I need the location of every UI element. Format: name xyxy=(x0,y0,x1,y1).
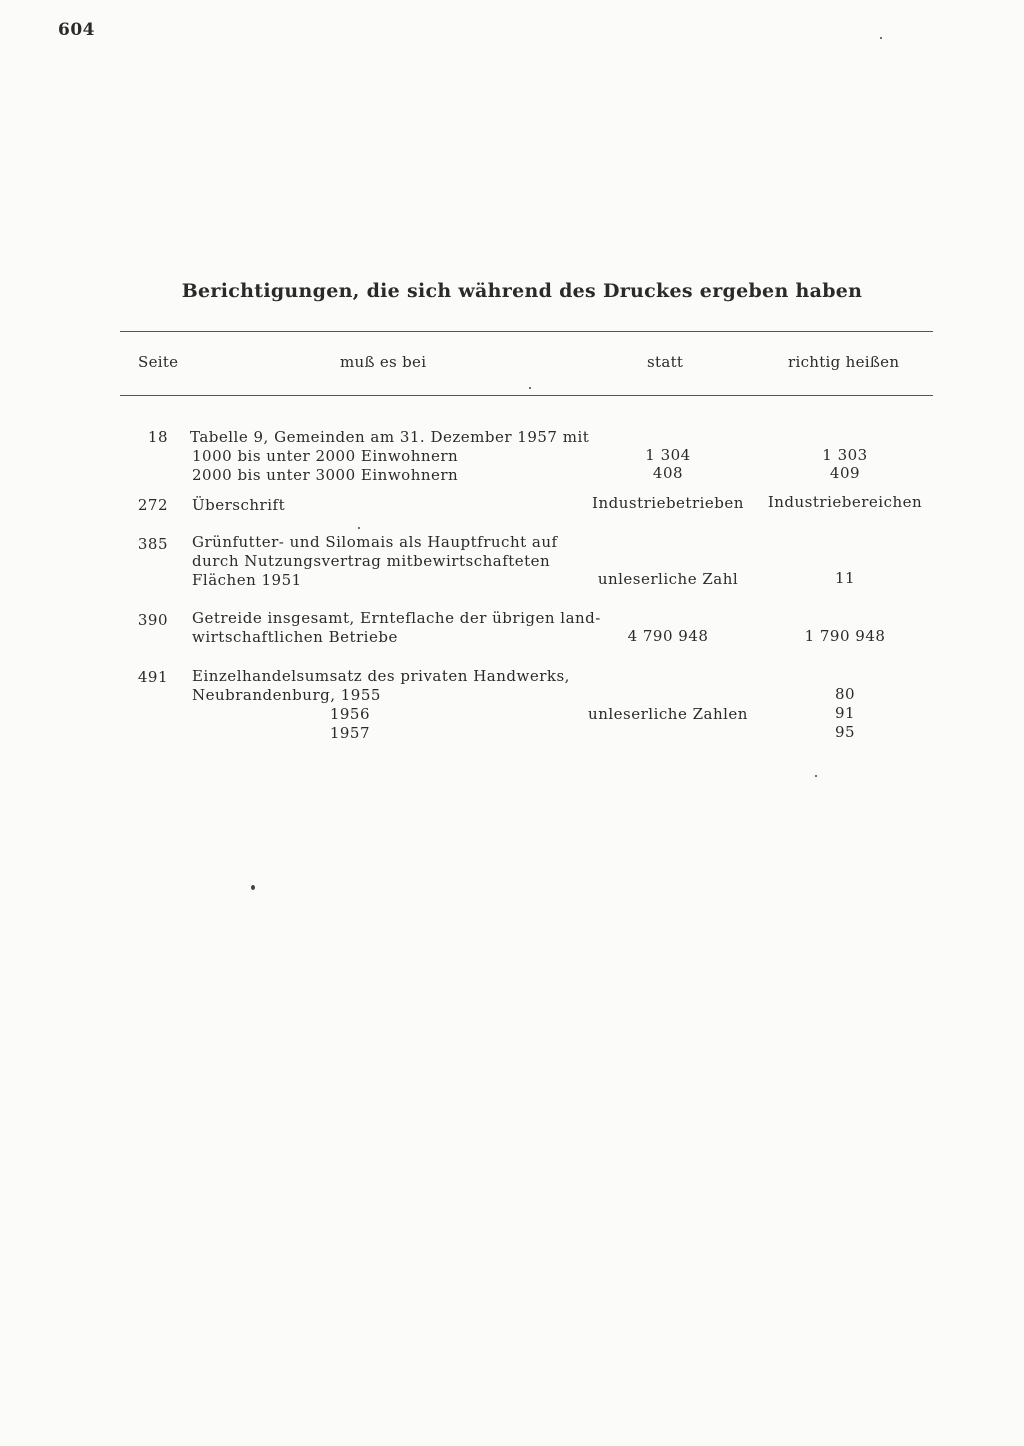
entry-text: Neubrandenburg, 1955 xyxy=(192,686,381,704)
entry-text: Flächen 1951 xyxy=(192,571,302,589)
entry-text: wirtschaftlichen Betriebe xyxy=(192,628,398,646)
richtig-value: 95 xyxy=(834,723,856,741)
column-header-muss-es-bei: muß es bei xyxy=(340,353,427,371)
entry-text: Tabelle 9, Gemeinden am 31. Dezember 1957 mit xyxy=(190,428,590,446)
seite-value: 18 xyxy=(147,428,168,446)
seite-value: 491 xyxy=(137,668,168,686)
entry-text: Getreide insgesamt, Ernteflache der übrigen land- xyxy=(192,609,601,627)
scan-speck xyxy=(358,527,360,529)
entry-text: 1957 xyxy=(329,724,370,742)
richtig-value: 80 xyxy=(834,685,856,703)
statt-value: Industriebetrieben xyxy=(592,494,744,512)
table-top-rule xyxy=(120,331,933,332)
entry-text: Grünfutter- und Silomais als Hauptfrucht auf xyxy=(192,533,558,551)
entry-text: 1956 xyxy=(329,705,370,723)
scan-speck xyxy=(529,387,531,389)
statt-value: 4 790 948 xyxy=(627,627,709,645)
richtig-value: Industriebereichen xyxy=(767,493,923,511)
scan-speck xyxy=(815,775,817,777)
seite-value: 272 xyxy=(137,496,168,514)
entry-text: 2000 bis unter 3000 Einwohnern xyxy=(192,466,459,484)
seite-value: 385 xyxy=(137,535,168,553)
page-title: Berichtigungen, die sich während des Druckes ergeben haben xyxy=(181,280,863,302)
column-header-richtig-heissen: richtig heißen xyxy=(788,353,900,371)
seite-value: 390 xyxy=(137,611,168,629)
statt-value: 1 304 xyxy=(645,446,691,464)
column-header-seite: Seite xyxy=(138,353,179,371)
richtig-value: 409 xyxy=(829,464,861,482)
statt-value: unleserliche Zahl xyxy=(597,570,739,588)
entry-text: Einzelhandelsumsatz des privaten Handwerks, xyxy=(192,667,570,685)
entry-text: durch Nutzungsvertrag mitbewirtschafteten xyxy=(192,552,551,570)
scan-speck xyxy=(251,885,255,890)
entry-text: Überschrift xyxy=(192,496,286,514)
table-header-rule xyxy=(120,395,933,396)
scan-speck xyxy=(880,37,882,39)
richtig-value: 91 xyxy=(834,704,856,722)
page-number: 604 xyxy=(58,20,95,40)
statt-value: 408 xyxy=(652,464,684,482)
richtig-value: 11 xyxy=(834,569,856,587)
column-header-statt: statt xyxy=(647,353,684,371)
richtig-value: 1 303 xyxy=(822,446,868,464)
richtig-value: 1 790 948 xyxy=(804,627,886,645)
statt-value: unleserliche Zahlen xyxy=(588,705,748,723)
entry-text: 1000 bis unter 2000 Einwohnern xyxy=(192,447,459,465)
